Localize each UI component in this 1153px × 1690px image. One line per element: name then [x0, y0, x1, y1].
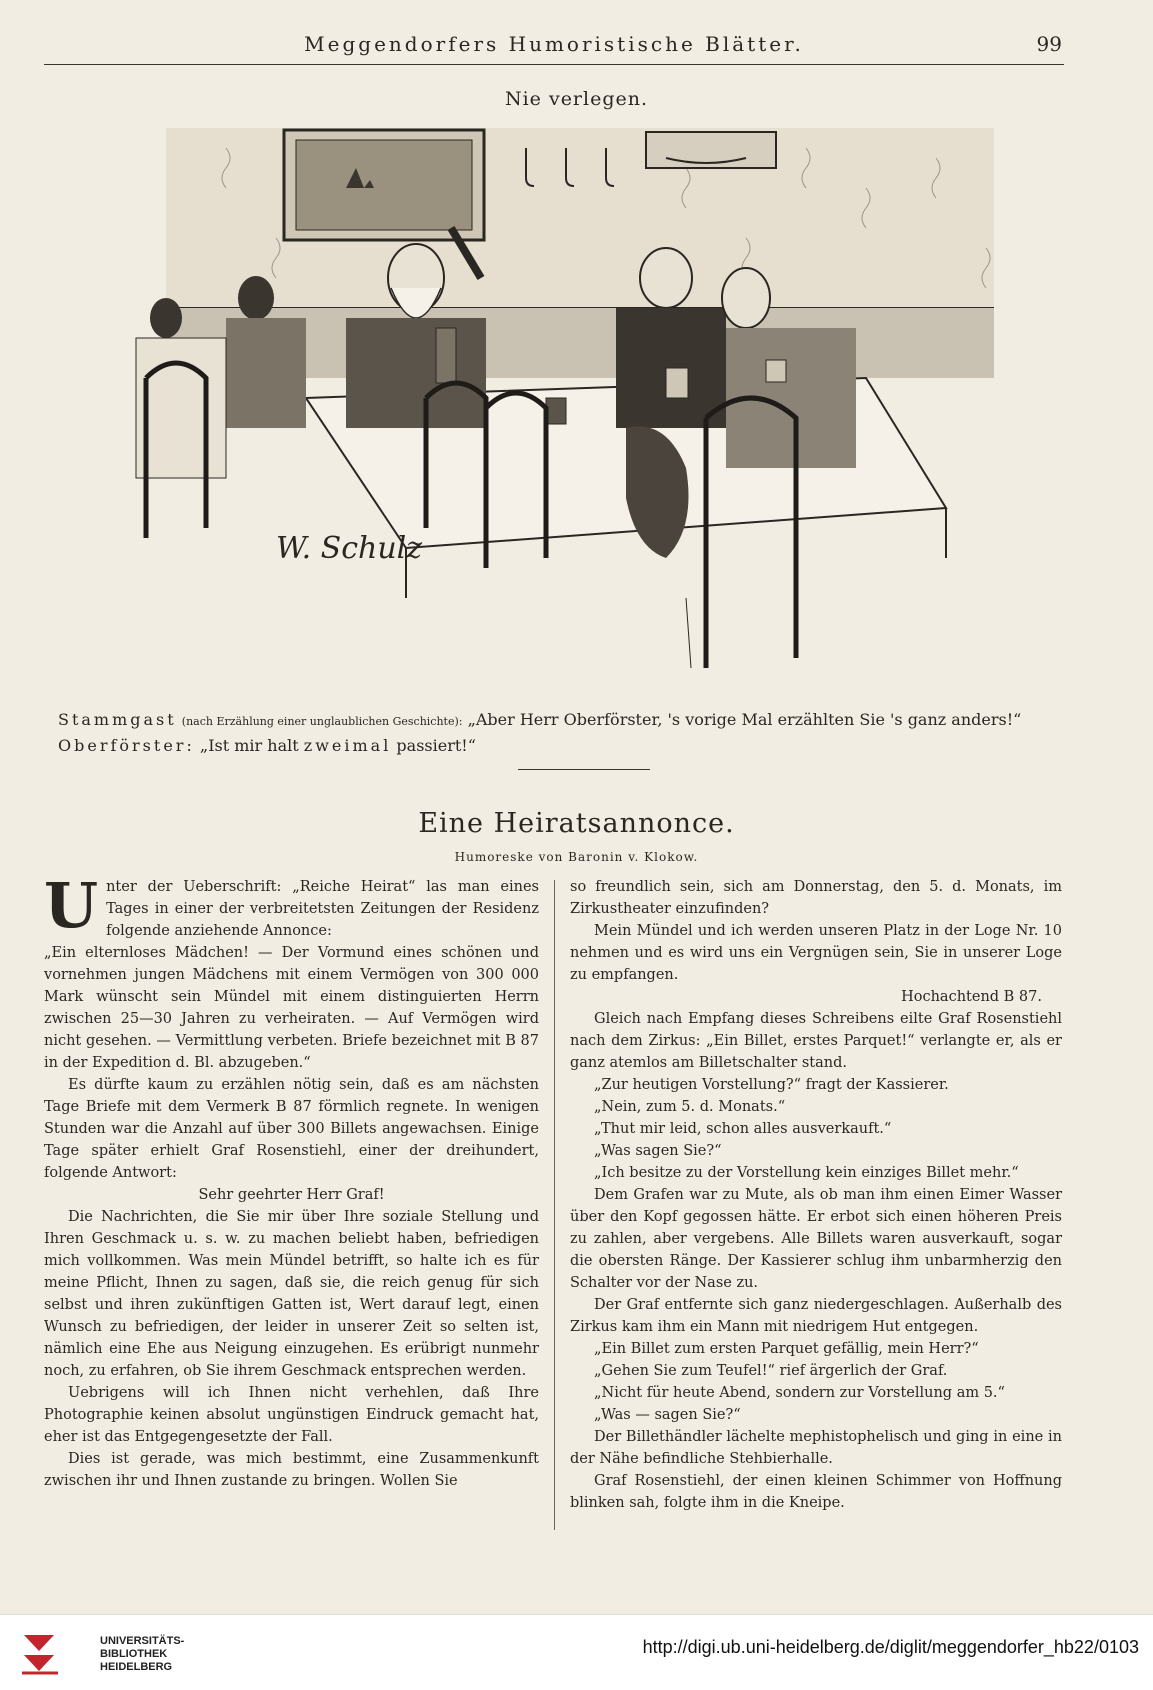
paragraph: [44, 869, 539, 942]
caption-speaker-2-text-c: passiert!“: [396, 736, 476, 755]
library-name-line: HEIDELBERG: [100, 1661, 173, 1673]
paragraph: „Zur heutigen Vorstellung?“ fragt der Kassierer.: [594, 1077, 949, 1093]
source-url-link[interactable]: http://digi.ub.uni-heidelberg.de/diglit/meggendorfer_hb22/0103: [642, 1637, 1139, 1657]
caption-speaker-2: Oberförster:: [58, 736, 195, 755]
caption-speaker-1-text: „Aber Herr Oberförster, 's vorige Mal erzählten Sie 's ganz anders!“: [467, 710, 1022, 729]
tavern-illustration: [106, 128, 1054, 688]
column-rule: [554, 880, 555, 1530]
section-divider: [518, 769, 650, 770]
article-title: Eine Heiratsannonce.: [418, 808, 735, 839]
paragraph: Der Billethändler lächelte mephistophelisch und ging in eine in der Nähe befindliche Stehbierhalle.: [570, 1429, 1062, 1467]
paragraph: Mein Mündel und ich werden unseren Platz in der Loge Nr. 10 nehmen und es wird uns ein Vergnügen sein, Sie in unserer Loge zu empfangen.: [570, 923, 1062, 983]
paragraph: „Thut mir leid, schon alles ausverkauft.“: [594, 1121, 892, 1137]
paragraph: „Ich besitze zu der Vorstellung kein einziges Billet mehr.“: [594, 1165, 1019, 1181]
caption-speaker-1: Stammgast: [58, 710, 177, 729]
caption-speaker-2-text-b: zweimal: [303, 736, 392, 755]
paragraph-text: nter der Ueberschrift: „Reiche Heirat“ las man eines Tages in einer der verbreitetsten Zeitungen der Residenz folgende anziehende Annonce:: [106, 879, 539, 939]
article-column-right: [570, 876, 1062, 1514]
paragraph: so freundlich sein, sich am Donnerstag, den 5. d. Monats, im Zirkustheater einzufinden?: [570, 879, 1062, 917]
paragraph: „Ein elternloses Mädchen! — Der Vormund eines schönen und vornehmen jungen Mädchens mit einem Vermögen von 300 000 Mark wünscht sein Mündel mit einem distinguierten Herrn zwischen 25—30 Jahren zu verheiraten. — Auf Vermögen wird nicht gesehen. — Vermittlung verbeten. Briefe bezeichnet mit B 87 in der Expedition d. Bl. abzugeben.“: [44, 945, 539, 1071]
paragraph: Uebrigens will ich Ihnen nicht verhehlen, daß Ihre Photographie keinen absolut ungünstigen Eindruck gemacht hat, eher ist das Entgegengesetzte der Fall.: [44, 1385, 539, 1445]
paragraph: Dies ist gerade, was mich bestimmt, eine Zusammenkunft zwischen ihr und Ihnen zustande zu bringen. Wollen Sie: [44, 1451, 539, 1489]
page-header: [44, 30, 1064, 65]
paragraph: „Gehen Sie zum Teufel!“ rief ärgerlich der Graf.: [594, 1363, 948, 1379]
paragraph: „Nein, zum 5. d. Monats.“: [594, 1099, 786, 1115]
paragraph: Der Graf entfernte sich ganz niedergeschlagen. Außerhalb des Zirkus kam ihm ein Mann mit niedrigem Hut entgegen.: [570, 1297, 1062, 1335]
artist-signature: W. Schulz: [276, 531, 423, 566]
cartoon-title: Nie verlegen.: [504, 88, 649, 110]
paragraph: „Was — sagen Sie?“: [594, 1407, 741, 1423]
library-name: [100, 1635, 184, 1674]
caption-line-1: [58, 708, 1058, 734]
drop-cap: U: [44, 869, 99, 942]
paragraph: Die Nachrichten, die Sie mir über Ihre soziale Stellung und Ihren Geschmack u. s. w. zu machen beliebt haben, befriedigen mich vollkommen. Was mein Mündel betrifft, so halte ich es für meine Pflicht, Ihnen zu sagen, daß sie, die reich genug für sich selbst und ihren zukünftigen Gatten ist, Wert darauf legt, einen Wunsch zu befriedigen, der leider in unserer Zeit so selten ist, nämlich eine Ehe aus Neigung einzugehen. Es erübrigt nunmehr noch, zu erfahren, ob Sie ihrem Geschmack entsprechen werden.: [44, 1209, 539, 1379]
paragraph: „Was sagen Sie?“: [594, 1143, 722, 1159]
page-number: 99: [1036, 32, 1062, 56]
article-column-left: [44, 869, 539, 1492]
caption-speaker-2-text-a: „Ist mir halt: [199, 736, 299, 755]
library-name-line: UNIVERSITÄTS-: [100, 1635, 185, 1647]
paragraph: „Nicht für heute Abend, sondern zur Vorstellung am 5.“: [594, 1385, 1005, 1401]
article-byline: Humoreske von Baronin v. Klokow.: [454, 850, 699, 864]
cartoon-caption: [58, 708, 1058, 758]
letter-signoff: Hochachtend B 87.: [901, 989, 1042, 1005]
library-name-line: BIBLIOTHEK: [100, 1648, 168, 1660]
paragraph: „Ein Billet zum ersten Parquet gefällig, mein Herr?“: [594, 1341, 979, 1357]
running-title: Meggendorfers Humoristische Blätter.: [304, 32, 804, 56]
caption-line-2: [58, 734, 1058, 758]
paragraph: Es dürfte kaum zu erzählen nötig sein, daß es am nächsten Tage Briefe mit dem Vermerk B 87 förmlich regnete. In wenigen Stunden war die Anzahl auf über 300 Billets angewachsen. Einige Tage später erhielt Graf Rosenstiehl, einer der dreihundert, folgende Antwort:: [44, 1077, 539, 1181]
paragraph: Gleich nach Empfang dieses Schreibens eilte Graf Rosenstiehl nach dem Zirkus: „Ein Billet, erstes Parquet!“ verlangte er, als er ganz atemlos am Billetschalter stand.: [570, 1011, 1062, 1071]
caption-speaker-1-note: (nach Erzählung einer unglaublichen Geschichte):: [181, 715, 463, 728]
paragraph: Dem Grafen war zu Mute, als ob man ihm einen Eimer Wasser über den Kopf gegossen hätte. Er erbot sich einen höheren Preis zu zahlen, aber vergebens. Alle Billets waren ausverkauft, sogar die obersten Ränge. Der Kassierer schlug ihm unbarmherzig den Schalter vor der Nase zu.: [570, 1187, 1062, 1291]
letter-salutation: Sehr geehrter Herr Graf!: [198, 1187, 385, 1203]
library-footer: [0, 1614, 1153, 1690]
paragraph: Graf Rosenstiehl, der einen kleinen Schimmer von Hoffnung blinken sah, folgte ihm in die Kneipe.: [570, 1473, 1062, 1511]
